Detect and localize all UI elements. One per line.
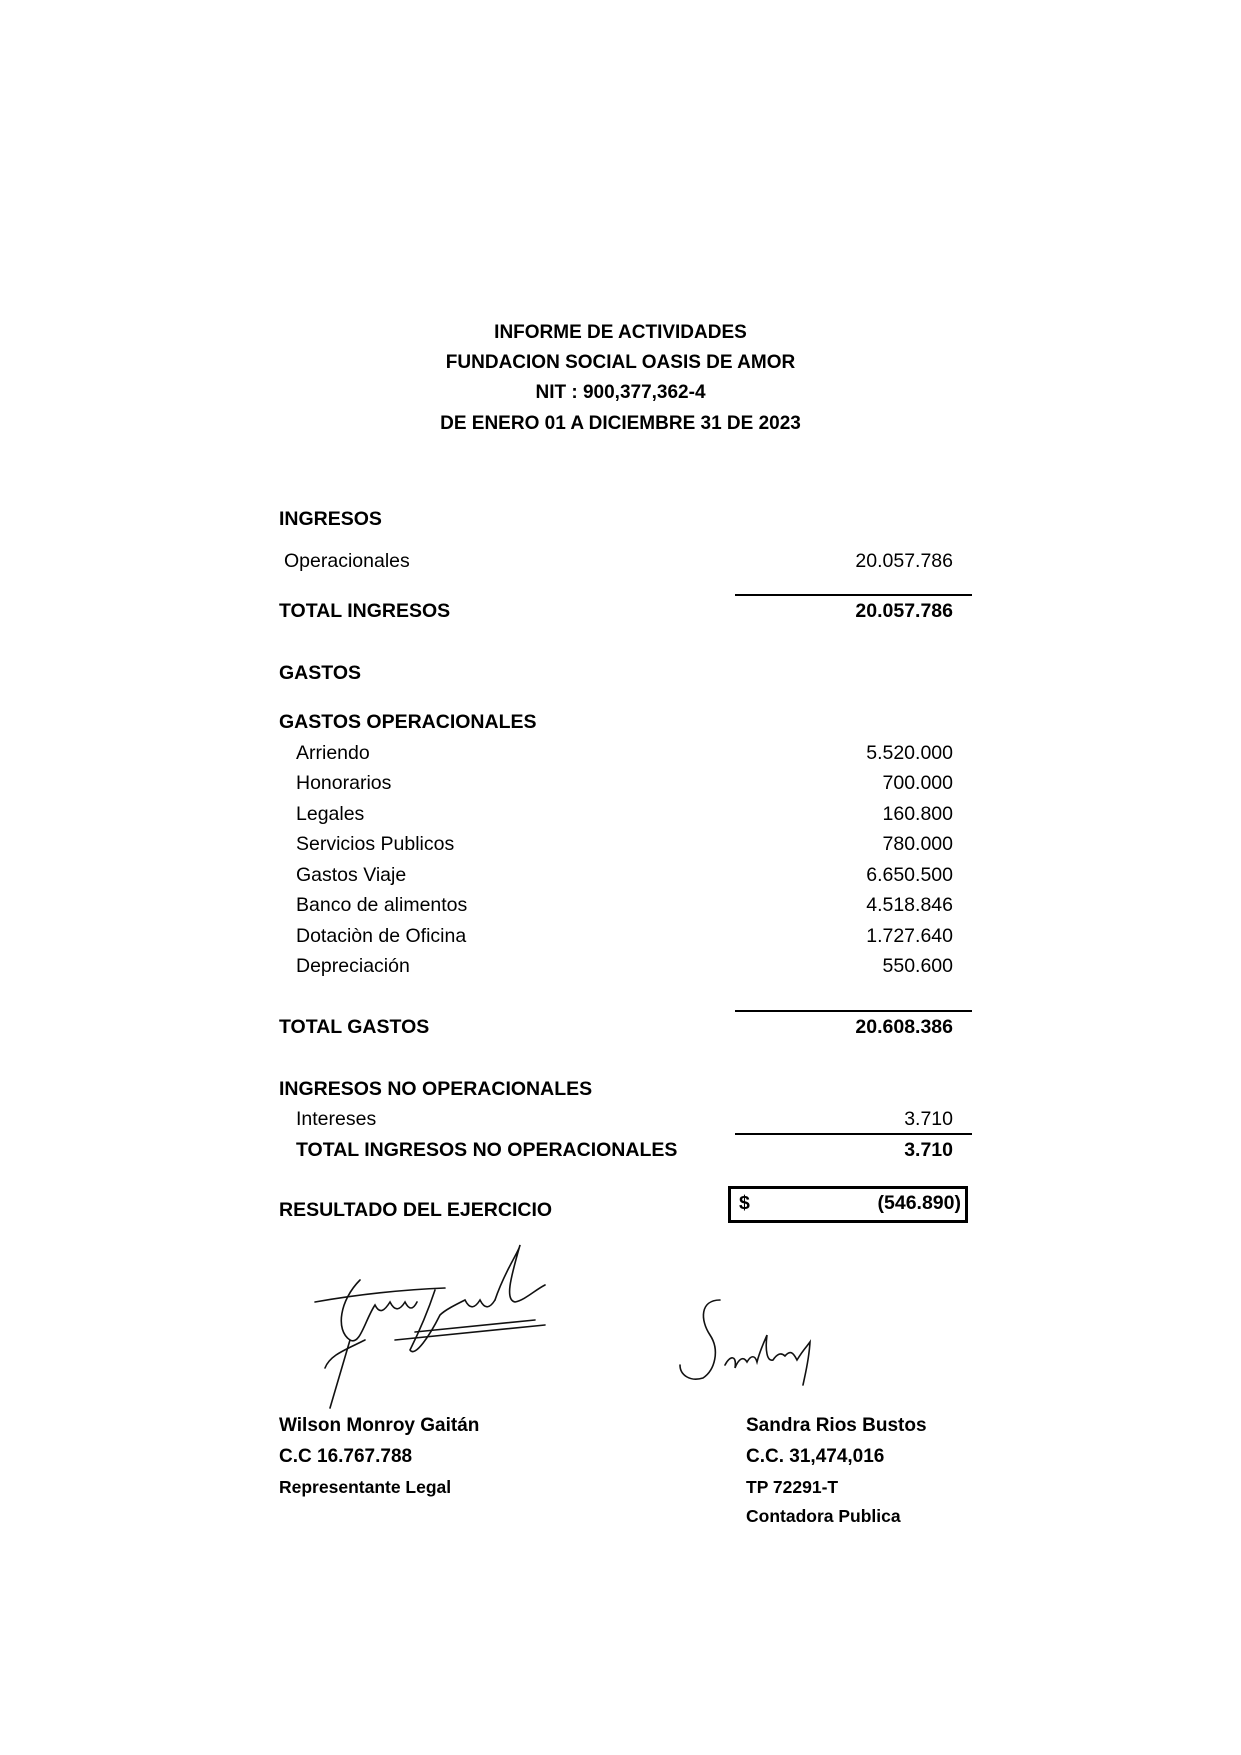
line-item-label: Honorarios xyxy=(296,772,392,794)
line-item-label: Servicios Publicos xyxy=(296,833,455,855)
line-item-value: 6.650.500 xyxy=(866,864,953,886)
resultado-label: RESULTADO DEL EJERCICIO xyxy=(279,1199,553,1221)
section-heading-ingresos: INGRESOS xyxy=(279,508,382,530)
total-gastos-value: 20.608.386 xyxy=(855,1016,953,1038)
line-item-value: 780.000 xyxy=(882,833,953,855)
currency-symbol: $ xyxy=(739,1192,750,1214)
line-item-label: Intereses xyxy=(296,1108,377,1130)
total-ingresos-label: TOTAL INGRESOS xyxy=(279,600,451,622)
signatory-2-role: Contadora Publica xyxy=(746,1506,901,1526)
line-item-value: 4.518.846 xyxy=(866,894,953,916)
report-period: DE ENERO 01 A DICIEMBRE 31 DE 2023 xyxy=(440,413,801,434)
report-title: INFORME DE ACTIVIDADES xyxy=(494,322,747,343)
line-item-value: 1.727.640 xyxy=(866,925,953,947)
section-heading-gastos: GASTOS xyxy=(279,662,361,684)
resultado-value: (546.890) xyxy=(877,1192,961,1214)
line-item-label: Gastos Viaje xyxy=(296,864,407,886)
signatory-1-id: C.C 16.767.788 xyxy=(279,1446,413,1467)
subheading-gastos-operacionales: GASTOS OPERACIONALES xyxy=(279,711,537,733)
subtotal-rule xyxy=(735,1010,972,1012)
line-item-label: Banco de alimentos xyxy=(296,894,468,916)
line-item-label: Depreciación xyxy=(296,955,410,977)
organization-name: FUNDACION SOCIAL OASIS DE AMOR xyxy=(445,352,796,373)
signatory-2-id: C.C. 31,474,016 xyxy=(746,1446,885,1467)
section-heading-no-operacionales: INGRESOS NO OPERACIONALES xyxy=(279,1078,593,1100)
line-item-label: Operacionales xyxy=(284,550,410,572)
signature-wilson-monroy xyxy=(305,1240,565,1410)
line-item-label: Dotaciòn de Oficina xyxy=(296,925,467,947)
line-item-value: 160.800 xyxy=(882,803,953,825)
subtotal-rule xyxy=(735,1133,972,1135)
line-item-value: 5.520.000 xyxy=(866,742,953,764)
signature-sandra-rios xyxy=(675,1290,855,1400)
resultado-box xyxy=(728,1186,968,1223)
line-item-label: Arriendo xyxy=(296,742,370,764)
line-item-value: 550.600 xyxy=(882,955,953,977)
nit-number: NIT : 900,377,362-4 xyxy=(535,382,706,403)
total-no-operacionales-label: TOTAL INGRESOS NO OPERACIONALES xyxy=(296,1139,678,1161)
signatory-2-name: Sandra Rios Bustos xyxy=(746,1415,927,1436)
subtotal-rule xyxy=(735,594,972,596)
line-item-label: Legales xyxy=(296,803,365,825)
signatory-2-license: TP 72291-T xyxy=(746,1477,839,1497)
line-item-value: 700.000 xyxy=(882,772,953,794)
total-gastos-label: TOTAL GASTOS xyxy=(279,1016,430,1038)
total-no-operacionales-value: 3.710 xyxy=(904,1139,953,1161)
line-item-value: 20.057.786 xyxy=(855,550,953,572)
line-item-value: 3.710 xyxy=(904,1108,953,1130)
signatory-1-name: Wilson Monroy Gaitán xyxy=(279,1415,480,1436)
signatory-1-role: Representante Legal xyxy=(279,1477,452,1497)
total-ingresos-value: 20.057.786 xyxy=(855,600,953,622)
